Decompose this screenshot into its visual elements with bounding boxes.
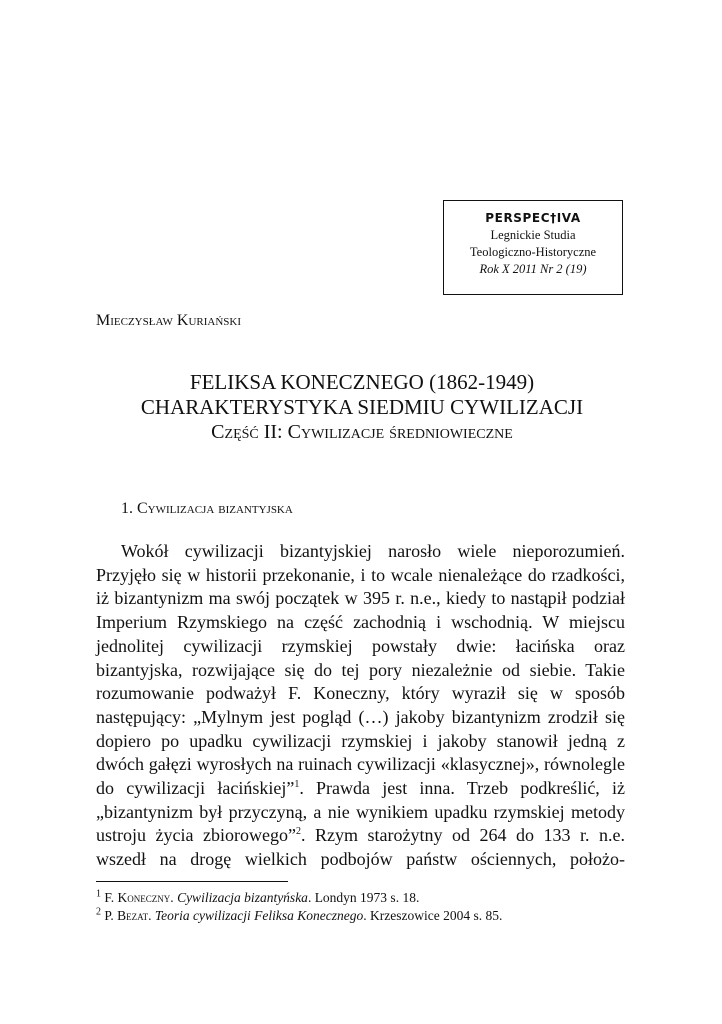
footnote-details: . Krzeszowice 2004 s. 85. [363, 908, 503, 923]
body-text-part-1: Wokół cywilizacji bizantyjskiej narosło wiele nieporozumień. Przyjęło się w historii przekonanie, i to wcale nienależące do rzadkości, iż bizantynizm ma swój początek w 395 r. n.e., kiedy to nastąpił podział Imperium Rzymskiego na część zachodnią i wschodnią. W miejscu jednolitej cywilizacji rzymskiej powstały dwie: łacińska oraz bizantyjska, rozwijające się do tej pory niezależnie od siebie. Takie rozumowanie podważył F. Koneczny, który wyraził się w sposób następujący: „Mylnym jest pogląd (…) jakoby bizantynizm zrodził się dopiero po upadku cywilizacji rzymskiej i jakoby stanowił jedną z dwóch gałęzi wyrosłych na ruinach cywilizacji «klasycznej», równolegle do cywilizacji łacińskiej” [96, 541, 625, 799]
body-paragraph [96, 540, 625, 872]
journal-issue: Rok X 2011 Nr 2 (19) [479, 262, 587, 276]
footnote-title: Cywilizacja bizantyńska [177, 890, 308, 905]
footnote-1 [96, 889, 636, 907]
footnote-title: Teoria cywilizacji Feliksa Konecznego [154, 908, 364, 923]
journal-info-box [443, 200, 623, 295]
footnote-details: . Londyn 1973 s. 18. [307, 890, 420, 905]
footnote-author: P. Bezat. [104, 908, 152, 923]
title-line-2: CHARAKTERYSTYKA SIEDMIU CYWILIZACJI [140, 395, 584, 419]
footnote-2 [96, 907, 636, 925]
article-title [96, 370, 628, 445]
footnote-marker: 1 [96, 888, 101, 900]
title-subtitle: Część II: Cywilizacje średniowieczne [211, 421, 513, 443]
section-heading: 1. Cywilizacja bizantyjska [121, 500, 293, 517]
footnotes [96, 889, 636, 925]
footnote-divider [96, 881, 288, 882]
title-line-1: FELIKSA KONECZNEGO (1862-1949) [189, 370, 535, 394]
journal-name: PERSPEC†IVA [485, 211, 581, 225]
footnote-author: F. Koneczny. [104, 890, 174, 905]
journal-subtitle-line2: Teologiczno-Historyczne [469, 245, 597, 259]
journal-subtitle-line1: Legnickie Studia [490, 228, 576, 242]
author-name: Mieczysław Kuriański [96, 312, 242, 329]
body-text-part-2: . Prawda jest inna. Trzeb podkreślić, iż „bizantynizm był przyczyną, a nie wynikiem upadku rzymskiej metody ustroju życia zbiorowego” [96, 778, 625, 846]
body-text-part-3: . Rzym starożytny od 264 do 133 r. n.e. wszedł na drogę wielkich podbojów państw ościennych, położo- [96, 825, 625, 870]
footnote-ref-1[interactable]: 1 [294, 779, 300, 791]
footnote-ref-2[interactable]: 2 [295, 826, 301, 838]
footnote-marker: 2 [96, 906, 101, 918]
